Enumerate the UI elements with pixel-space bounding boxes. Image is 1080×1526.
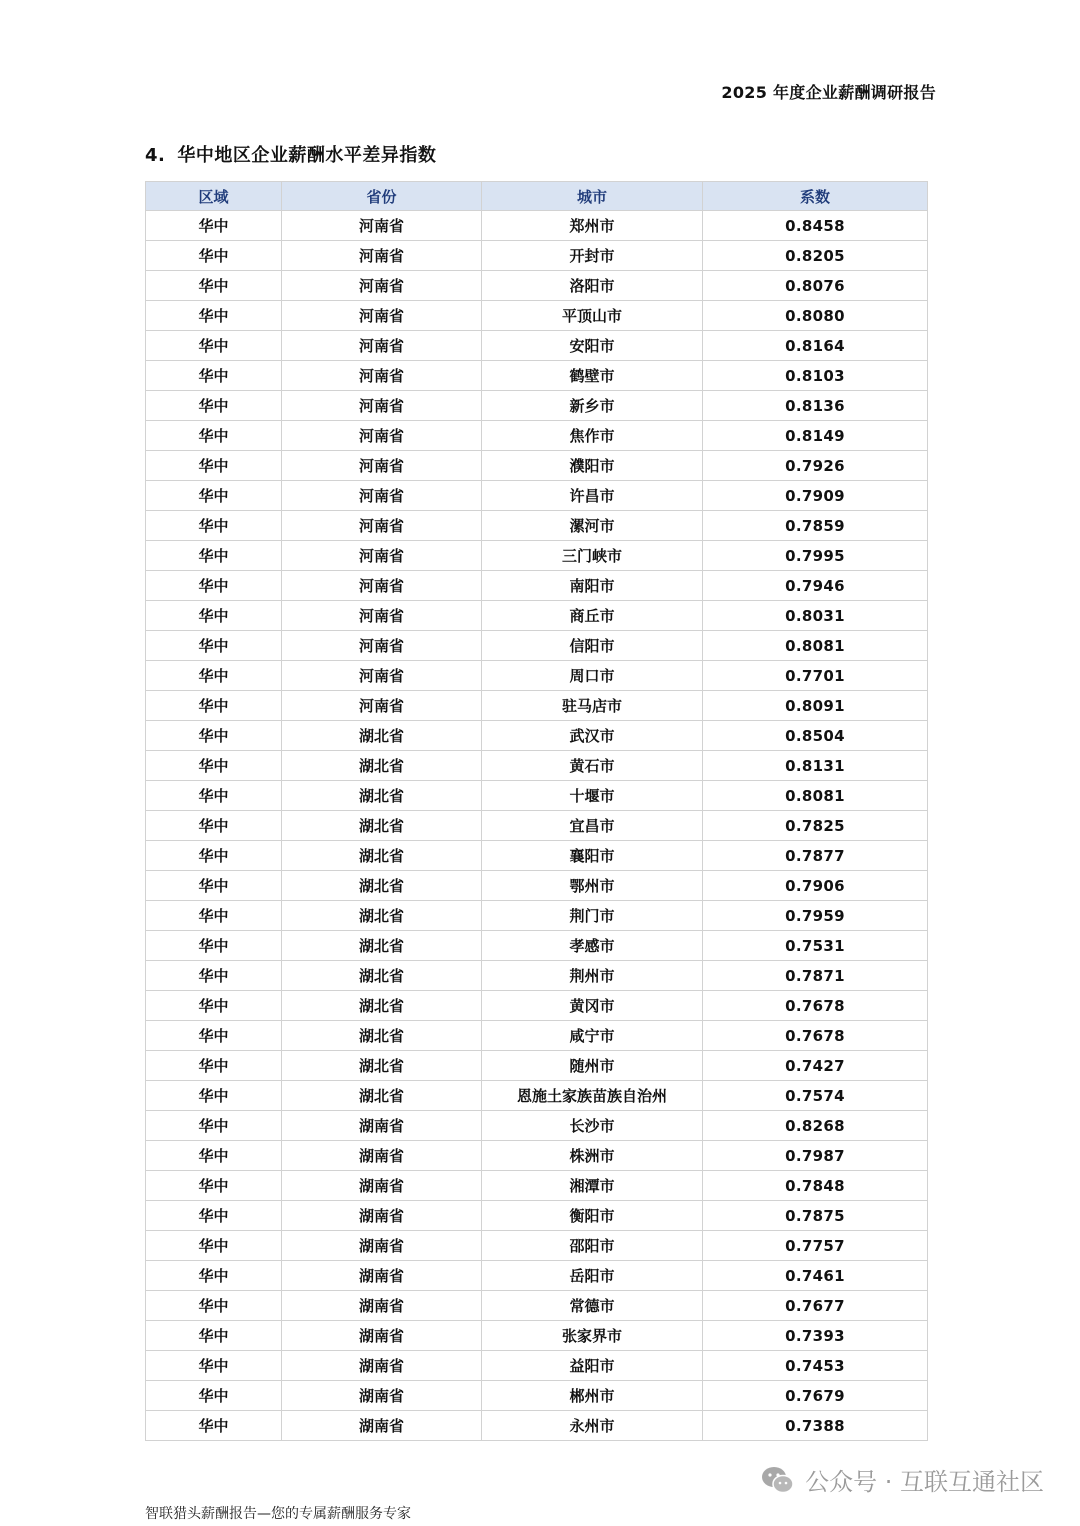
column-header-city: 城市 [482,182,703,211]
cell-city: 焦作市 [482,421,703,451]
cell-city: 鹤壁市 [482,361,703,391]
cell-region: 华中 [146,271,282,301]
cell-province: 湖南省 [282,1201,482,1231]
cell-city: 郑州市 [482,211,703,241]
table-row [146,481,928,511]
cell-coefficient: 0.7574 [703,1081,928,1111]
cell-city: 信阳市 [482,631,703,661]
cell-province: 湖北省 [282,721,482,751]
cell-coefficient: 0.8164 [703,331,928,361]
cell-province: 河南省 [282,391,482,421]
table-row [146,871,928,901]
cell-coefficient: 0.7877 [703,841,928,871]
table-row [146,931,928,961]
table-row [146,721,928,751]
cell-region: 华中 [146,631,282,661]
cell-province: 河南省 [282,481,482,511]
salary-coefficient-table [145,181,928,1441]
table-row [146,901,928,931]
cell-province: 河南省 [282,241,482,271]
table-row [146,1291,928,1321]
cell-region: 华中 [146,841,282,871]
table-row [146,601,928,631]
cell-city: 漯河市 [482,511,703,541]
table-row [146,1021,928,1051]
cell-city: 常德市 [482,1291,703,1321]
section-heading [145,141,436,167]
table-row [146,511,928,541]
cell-region: 华中 [146,331,282,361]
table-row [146,841,928,871]
cell-coefficient: 0.8149 [703,421,928,451]
cell-coefficient: 0.7678 [703,991,928,1021]
cell-region: 华中 [146,361,282,391]
cell-city: 长沙市 [482,1111,703,1141]
table-row [146,1411,928,1441]
cell-city: 武汉市 [482,721,703,751]
cell-region: 华中 [146,1291,282,1321]
cell-coefficient: 0.8080 [703,301,928,331]
table-row [146,631,928,661]
table-row [146,1051,928,1081]
cell-city: 永州市 [482,1411,703,1441]
cell-coefficient: 0.7825 [703,811,928,841]
table-row [146,1321,928,1351]
cell-province: 湖北省 [282,1021,482,1051]
cell-province: 河南省 [282,451,482,481]
cell-province: 湖北省 [282,1081,482,1111]
watermark [761,1462,1044,1497]
cell-province: 湖北省 [282,1051,482,1081]
table-row [146,331,928,361]
cell-coefficient: 0.8504 [703,721,928,751]
table-row [146,571,928,601]
table-row [146,391,928,421]
cell-city: 安阳市 [482,331,703,361]
table-row [146,661,928,691]
cell-region: 华中 [146,1141,282,1171]
table-row [146,991,928,1021]
cell-coefficient: 0.7906 [703,871,928,901]
cell-province: 湖南省 [282,1291,482,1321]
cell-region: 华中 [146,1321,282,1351]
cell-province: 河南省 [282,301,482,331]
cell-coefficient: 0.7427 [703,1051,928,1081]
cell-region: 华中 [146,391,282,421]
cell-region: 华中 [146,811,282,841]
table-row [146,1081,928,1111]
cell-province: 河南省 [282,691,482,721]
cell-city: 郴州市 [482,1381,703,1411]
cell-coefficient: 0.7701 [703,661,928,691]
cell-coefficient: 0.8268 [703,1111,928,1141]
cell-city: 襄阳市 [482,841,703,871]
cell-city: 荆门市 [482,901,703,931]
table-row [146,241,928,271]
cell-province: 湖南省 [282,1321,482,1351]
cell-city: 商丘市 [482,601,703,631]
cell-province: 河南省 [282,571,482,601]
cell-coefficient: 0.7926 [703,451,928,481]
cell-city: 恩施土家族苗族自治州 [482,1081,703,1111]
cell-coefficient: 0.7679 [703,1381,928,1411]
table-row [146,811,928,841]
cell-region: 华中 [146,481,282,511]
cell-region: 华中 [146,451,282,481]
cell-coefficient: 0.7461 [703,1261,928,1291]
cell-region: 华中 [146,571,282,601]
table-row [146,1141,928,1171]
cell-region: 华中 [146,931,282,961]
cell-province: 湖北省 [282,841,482,871]
cell-coefficient: 0.7987 [703,1141,928,1171]
cell-coefficient: 0.8076 [703,271,928,301]
cell-region: 华中 [146,241,282,271]
report-header-title: 2025 年度企业薪酬调研报告 [721,83,936,102]
cell-region: 华中 [146,991,282,1021]
cell-coefficient: 0.8091 [703,691,928,721]
cell-coefficient: 0.8458 [703,211,928,241]
cell-province: 河南省 [282,511,482,541]
section-title: 华中地区企业薪酬水平差异指数 [177,145,437,166]
cell-city: 驻马店市 [482,691,703,721]
cell-city: 黄冈市 [482,991,703,1021]
cell-coefficient: 0.7909 [703,481,928,511]
table-row [146,1351,928,1381]
table-row [146,781,928,811]
cell-city: 平顶山市 [482,301,703,331]
table-row [146,211,928,241]
column-header-region: 区域 [146,182,282,211]
cell-city: 岳阳市 [482,1261,703,1291]
cell-province: 河南省 [282,211,482,241]
cell-region: 华中 [146,721,282,751]
cell-city: 随州市 [482,1051,703,1081]
cell-coefficient: 0.7875 [703,1201,928,1231]
cell-city: 开封市 [482,241,703,271]
wechat-icon [761,1465,795,1495]
cell-region: 华中 [146,511,282,541]
watermark-text: 公众号 · 互联互通社区 [805,1468,1044,1496]
cell-region: 华中 [146,1261,282,1291]
cell-coefficient: 0.7678 [703,1021,928,1051]
cell-city: 三门峡市 [482,541,703,571]
table-row [146,301,928,331]
cell-coefficient: 0.8136 [703,391,928,421]
cell-province: 河南省 [282,271,482,301]
cell-city: 咸宁市 [482,1021,703,1051]
table-row [146,751,928,781]
cell-province: 湖南省 [282,1411,482,1441]
cell-city: 荆州市 [482,961,703,991]
cell-region: 华中 [146,1051,282,1081]
cell-city: 十堰市 [482,781,703,811]
cell-city: 新乡市 [482,391,703,421]
cell-province: 河南省 [282,661,482,691]
cell-region: 华中 [146,781,282,811]
cell-city: 邵阳市 [482,1231,703,1261]
table-body [146,211,928,1441]
cell-province: 河南省 [282,601,482,631]
table-row [146,421,928,451]
cell-region: 华中 [146,1021,282,1051]
cell-region: 华中 [146,1081,282,1111]
cell-coefficient: 0.7959 [703,901,928,931]
cell-province: 湖北省 [282,961,482,991]
cell-province: 河南省 [282,361,482,391]
cell-coefficient: 0.7757 [703,1231,928,1261]
cell-region: 华中 [146,691,282,721]
cell-region: 华中 [146,901,282,931]
column-header-province: 省份 [282,182,482,211]
cell-coefficient: 0.8031 [703,601,928,631]
cell-coefficient: 0.8131 [703,751,928,781]
cell-city: 鄂州市 [482,871,703,901]
table-row [146,1381,928,1411]
cell-city: 南阳市 [482,571,703,601]
cell-province: 湖北省 [282,871,482,901]
cell-province: 湖北省 [282,991,482,1021]
cell-coefficient: 0.7677 [703,1291,928,1321]
cell-province: 湖南省 [282,1171,482,1201]
table-row [146,361,928,391]
table-row [146,1111,928,1141]
cell-coefficient: 0.8103 [703,361,928,391]
cell-province: 湖南省 [282,1231,482,1261]
cell-coefficient: 0.7995 [703,541,928,571]
cell-province: 湖北省 [282,901,482,931]
cell-coefficient: 0.7388 [703,1411,928,1441]
cell-region: 华中 [146,961,282,991]
cell-region: 华中 [146,1351,282,1381]
cell-coefficient: 0.8205 [703,241,928,271]
cell-region: 华中 [146,1411,282,1441]
cell-coefficient: 0.7871 [703,961,928,991]
table-row [146,541,928,571]
cell-city: 湘潭市 [482,1171,703,1201]
cell-region: 华中 [146,661,282,691]
cell-coefficient: 0.7848 [703,1171,928,1201]
cell-province: 湖北省 [282,751,482,781]
table-row [146,961,928,991]
cell-coefficient: 0.7453 [703,1351,928,1381]
cell-city: 益阳市 [482,1351,703,1381]
cell-city: 宜昌市 [482,811,703,841]
cell-coefficient: 0.7531 [703,931,928,961]
cell-region: 华中 [146,301,282,331]
table-row [146,271,928,301]
table-row [146,1171,928,1201]
cell-region: 华中 [146,1171,282,1201]
cell-province: 湖南省 [282,1111,482,1141]
cell-region: 华中 [146,1201,282,1231]
cell-region: 华中 [146,1231,282,1261]
cell-province: 湖北省 [282,811,482,841]
table-row [146,691,928,721]
cell-province: 湖南省 [282,1261,482,1291]
section-number: 4. [145,145,166,166]
cell-province: 湖北省 [282,931,482,961]
cell-region: 华中 [146,421,282,451]
cell-coefficient: 0.7393 [703,1321,928,1351]
cell-city: 衡阳市 [482,1201,703,1231]
cell-region: 华中 [146,1381,282,1411]
cell-city: 孝感市 [482,931,703,961]
cell-city: 濮阳市 [482,451,703,481]
cell-province: 湖南省 [282,1141,482,1171]
cell-city: 洛阳市 [482,271,703,301]
table-header-row [146,182,928,211]
column-header-coefficient: 系数 [703,182,928,211]
footer-slogan: 智联猎头薪酬报告—您的专属薪酬服务专家 [145,1506,411,1522]
cell-province: 湖南省 [282,1351,482,1381]
cell-city: 株洲市 [482,1141,703,1171]
cell-region: 华中 [146,751,282,781]
cell-coefficient: 0.7859 [703,511,928,541]
cell-province: 河南省 [282,541,482,571]
cell-province: 湖南省 [282,1381,482,1411]
cell-province: 河南省 [282,631,482,661]
table-row [146,451,928,481]
cell-coefficient: 0.8081 [703,631,928,661]
cell-region: 华中 [146,211,282,241]
cell-region: 华中 [146,541,282,571]
cell-coefficient: 0.7946 [703,571,928,601]
cell-city: 张家界市 [482,1321,703,1351]
cell-province: 河南省 [282,421,482,451]
cell-region: 华中 [146,1111,282,1141]
cell-region: 华中 [146,601,282,631]
cell-province: 河南省 [282,331,482,361]
table-row [146,1261,928,1291]
table-row [146,1201,928,1231]
cell-region: 华中 [146,871,282,901]
cell-coefficient: 0.8081 [703,781,928,811]
cell-city: 黄石市 [482,751,703,781]
cell-city: 许昌市 [482,481,703,511]
cell-province: 湖北省 [282,781,482,811]
table-row [146,1231,928,1261]
cell-city: 周口市 [482,661,703,691]
